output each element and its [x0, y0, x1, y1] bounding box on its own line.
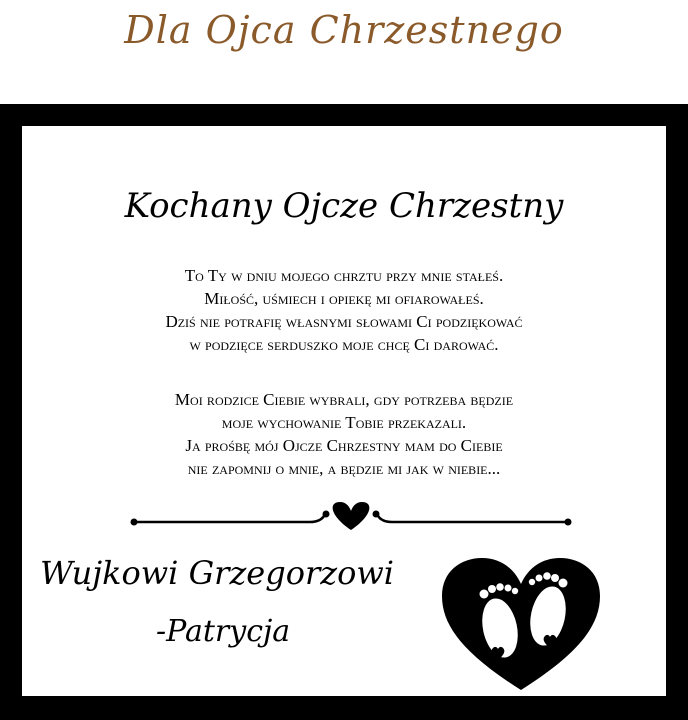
- poem-line: To Ty w dniu mojego chrztu przy mnie stałeś.: [184, 266, 504, 285]
- poem-line: nie zapomnij o mnie, a będzie mi jak w niebie...: [187, 459, 501, 478]
- poem-line: Ja prośbę mój Ojcze Chrzestny mam do Ciebie: [185, 436, 503, 455]
- signature: -Patrycja: [156, 614, 291, 649]
- poem-line: Moi rodzice Ciebie wybrali, gdy potrzeba będzie: [174, 390, 514, 409]
- card-heading: Kochany Ojcze Chrzestny: [124, 186, 564, 226]
- card: [22, 126, 666, 696]
- poem-stanza-2: [22, 388, 666, 480]
- dedication-name: Wujkowi Grzegorzowi: [40, 554, 395, 592]
- baby-feet-heart-icon: [440, 556, 602, 692]
- poem-stanza-1: [22, 264, 666, 356]
- poem-line: moje wychowanie Tobie przekazali.: [221, 413, 467, 432]
- black-frame: [0, 104, 688, 720]
- poem-line: Miłość, uśmiech i opiekę mi ofiarowałeś.: [204, 289, 484, 308]
- heart-divider-icon: [130, 496, 572, 532]
- page-title: Dla Ojca Chrzestnego: [124, 8, 564, 52]
- poem-line: Dziś nie potrafię własnymi słowami Ci podziękować: [165, 312, 523, 331]
- poem-line: w podzięce serduszko moje chcę Ci darować.: [189, 335, 499, 354]
